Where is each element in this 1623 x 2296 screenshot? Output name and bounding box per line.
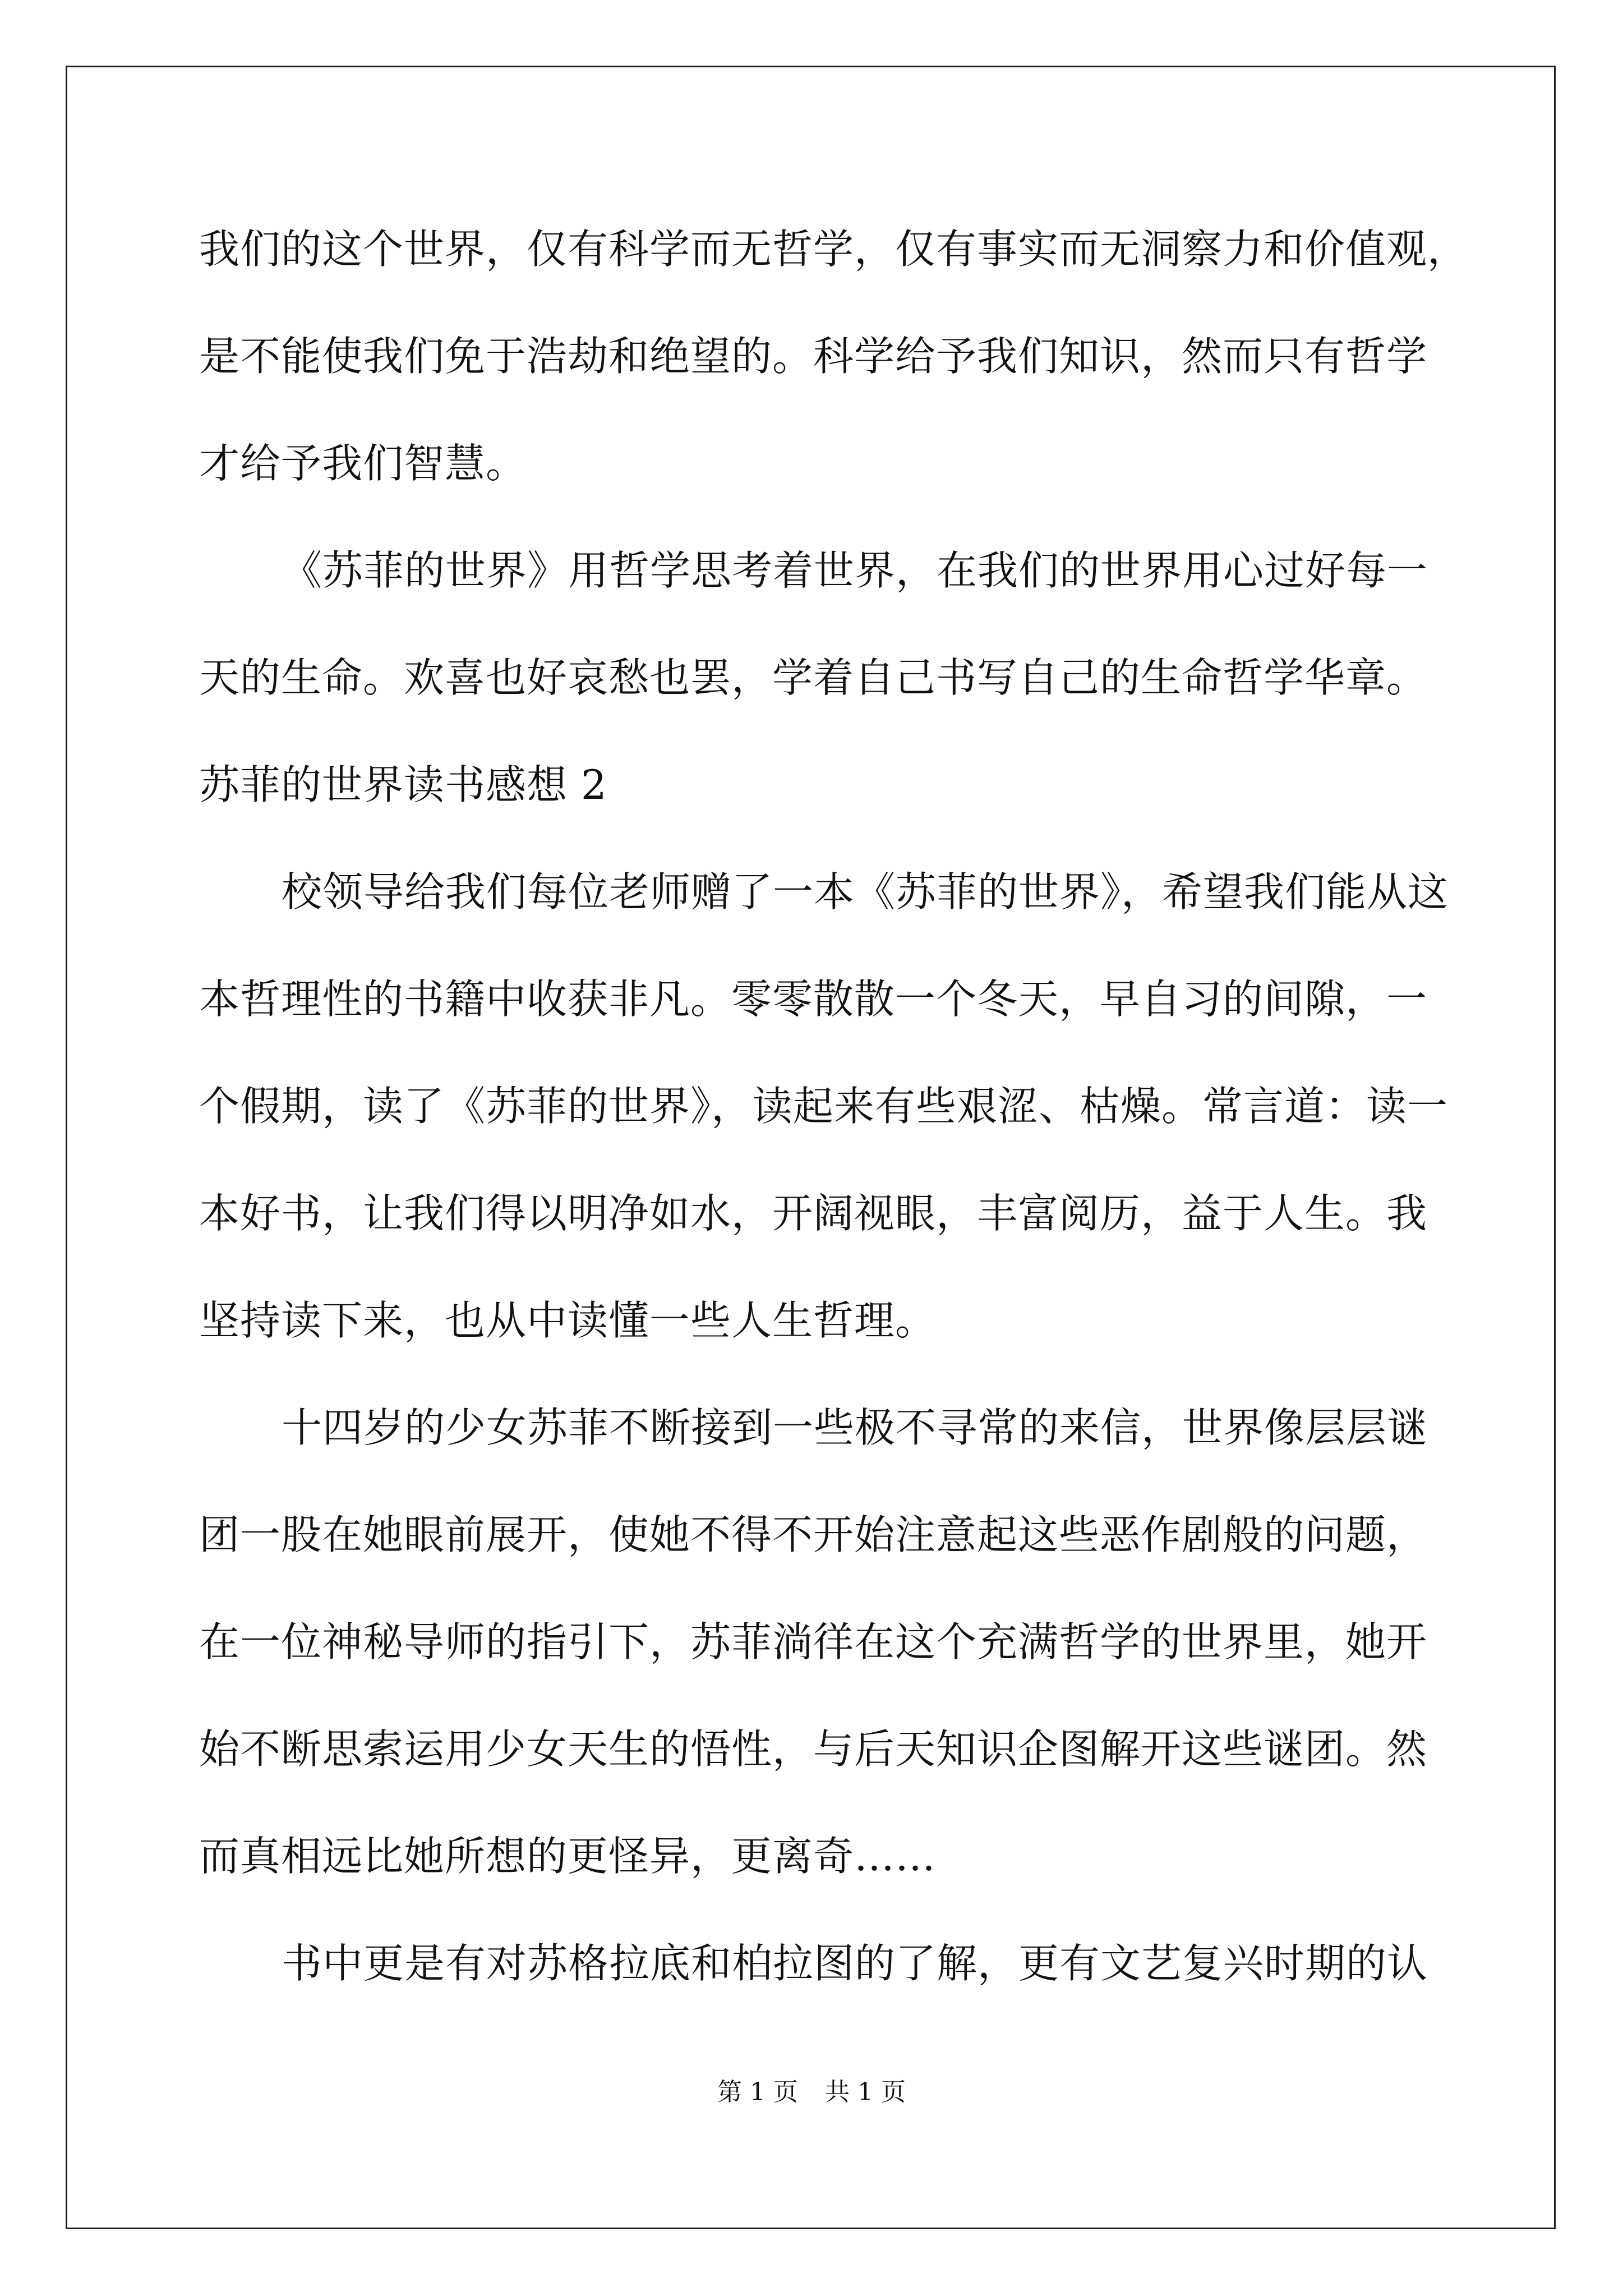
- text-line: 坚持读下来，也从中读懂一些人生哲理。: [199, 1297, 937, 1344]
- text-line: 才给予我们智慧。: [199, 440, 527, 487]
- text-line: 在一位神秘导师的指引下，苏菲淌徉在这个充满哲学的世界里，她开: [199, 1618, 1428, 1665]
- text-line: 本好书，让我们得以明净如水，开阔视眼，丰富阅历，益于人生。我: [199, 1190, 1428, 1237]
- paragraph-start-line: 《苏菲的世界》用哲学思考着世界，在我们的世界用心过好每一: [282, 547, 1428, 594]
- text-line: 个假期，读了《苏菲的世界》，读起来有些艰涩、枯燥。常言道：读一: [199, 1083, 1449, 1130]
- text-line: 而真相远比她所想的更怪异，更离奇……: [199, 1833, 937, 1880]
- text-line: 天的生命。欢喜也好哀愁也罢，学着自己书写自己的生命哲学华章。: [199, 654, 1428, 701]
- total-pages: 共 1 页: [825, 2078, 906, 2106]
- page-number: 第 1 页: [717, 2078, 798, 2106]
- page-footer: [0, 2076, 1623, 2109]
- section-heading: 苏菲的世界读书感想 2: [199, 761, 607, 808]
- text-line: 我们的这个世界，仅有科学而无哲学，仅有事实而无洞察力和价值观，: [199, 226, 1469, 273]
- text-line: 是不能使我们免于浩劫和绝望的。科学给予我们知识，然而只有哲学: [199, 333, 1428, 380]
- paragraph-start-line: 书中更是有对苏格拉底和柏拉图的了解，更有文艺复兴时期的认: [282, 1940, 1428, 1987]
- paragraph-start-line: 十四岁的少女苏菲不断接到一些极不寻常的来信，世界像层层谜: [282, 1404, 1428, 1451]
- document-body: [199, 212, 1469, 2033]
- text-line: 本哲理性的书籍中收获非凡。零零散散一个冬天，早自习的间隙，一: [199, 976, 1428, 1023]
- text-line: 团一股在她眼前展开，使她不得不开始注意起这些恶作剧般的问题，: [199, 1511, 1428, 1558]
- text-line: 始不断思索运用少女天生的悟性，与后天知识企图解开这些谜团。然: [199, 1726, 1428, 1773]
- paragraph-start-line: 校领导给我们每位老师赠了一本《苏菲的世界》，希望我们能从这: [282, 868, 1449, 915]
